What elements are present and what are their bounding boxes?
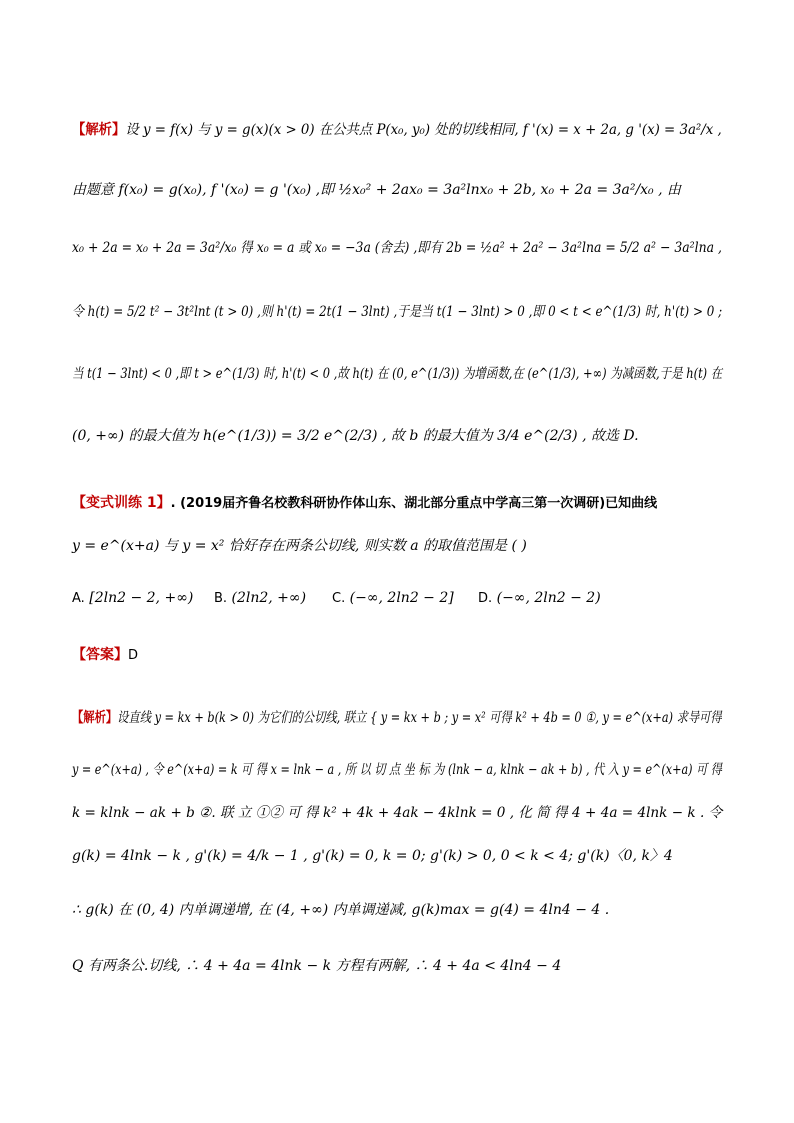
exercise-source: . (2019届齐鲁名校教科研协作体山东、湖北部分重点中学高三第一次调研)已知曲线: [170, 496, 658, 511]
option-c-key: C.: [332, 591, 346, 606]
analysis2-text-2: y = e^(x+a) , 令 e^(x+a) = k 可 得 x = lnk − a , 所 以 切 点 坐 标 为 (lnk − a, klnk − ak + b) , 代 入 y = e^(x+a) 可 得: [72, 762, 722, 778]
analysis2-text-4: g(k) = 4lnk − k , g'(k) = 4/k − 1 , g'(k) = 0, k = 0; g'(k) > 0, 0 < k < 4; g'(k)〈0, k〉4: [72, 848, 673, 864]
exercise-line-1: [72, 493, 722, 514]
option-b-text: (2ln2, +∞): [231, 590, 307, 606]
answer-label: 【答案】: [72, 647, 128, 663]
analysis1-text-1: 设 y = f(x) 与 y = g(x)(x > 0) 在公共点 P(x₀, y₀) 处的切线相同, f '(x) = x + 2a, g '(x) = 3a²/x ,: [125, 122, 722, 138]
answer-value: D: [128, 648, 139, 663]
option-b-key: B.: [214, 591, 228, 606]
analysis2-text-1: 设直线 y = kx + b(k > 0) 为它们的公切线, 联立 { y = kx + b ; y = x² 可得 k² + 4b = 0 ①, y = e^(x+a) 求导可得: [117, 710, 722, 726]
analysis2-line-2: [72, 760, 722, 780]
analysis1-text-5: 当 t(1 − 3lnt) < 0 ,即 t > e^(1/3) 时, h'(t) < 0 ,故 h(t) 在 (0, e^(1/3)) 为增函数,在 (e^(1/3), +∞) 为减函数,于是 h(t) 在: [72, 366, 723, 382]
analysis2-text-3: k = klnk − ak + b ②. 联 立 ①② 可 得 k² + 4k + 4ak − 4klnk = 0 , 化 简 得 4 + 4a = 4lnk − k . 令: [72, 805, 723, 821]
option-a-text: [2ln2 − 2, +∞): [89, 590, 194, 606]
analysis1-text-6: (0, +∞) 的最大值为 h(e^(1/3)) = 3/2 e^(2/3) , 故 b 的最大值为 3/4 e^(2/3) , 故选 D.: [72, 428, 639, 444]
exercise-line-2: [72, 536, 722, 556]
analysis2-label: 【解析】: [72, 710, 118, 726]
analysis2-line-4: [72, 846, 722, 866]
analysis2-text-6: Q 有两条公.切线, ∴ 4 + 4a = 4lnk − k 方程有两解, ∴ 4 + 4a < 4ln4 − 4: [72, 958, 562, 974]
answer-line: [72, 645, 722, 666]
analysis2-line-6: [72, 956, 722, 976]
exercise-question: y = e^(x+a) 与 y = x² 恰好存在两条公切线, 则实数 a 的取值范围是 ( ): [72, 538, 527, 554]
option-d: [478, 590, 601, 606]
option-d-text: (−∞, 2ln2 − 2): [496, 590, 601, 606]
option-a: [72, 590, 193, 606]
analysis1-line-5: [72, 364, 723, 384]
analysis1-line-1: [72, 120, 722, 140]
analysis1-line-2: [72, 180, 722, 200]
analysis2-line-5: [72, 900, 722, 920]
analysis1-line-4: [72, 302, 723, 322]
option-c-text: (−∞, 2ln2 − 2]: [349, 590, 454, 606]
analysis2-line-1: [72, 708, 722, 728]
option-d-key: D.: [478, 591, 493, 606]
option-a-key: A.: [72, 591, 85, 606]
analysis1-text-3: x₀ + 2a = x₀ + 2a = 3a²/x₀ 得 x₀ = a 或 x₀ = −3a (舍去) ,即有 2b = ½a² + 2a² − 3a²lna = 5/2 a² − 3a²lna ,: [72, 240, 722, 256]
option-c: [332, 590, 454, 606]
option-b: [214, 590, 306, 606]
analysis1-text-4: 令 h(t) = 5/2 t² − 3t²lnt (t > 0) ,则 h'(t) = 2t(1 − 3lnt) ,于是当 t(1 − 3lnt) > 0 ,即 0 < t < e^(1/3) 时, h'(t) > 0 ;: [72, 304, 723, 320]
analysis2-line-3: [72, 803, 723, 823]
analysis1-line-3: [72, 238, 722, 258]
analysis1-line-6: [72, 426, 722, 446]
analysis2-text-5: ∴ g(k) 在 (0, 4) 内单调递增, 在 (4, +∞) 内单调递减, g(k)max = g(4) = 4ln4 − 4 .: [72, 902, 610, 918]
analysis1-text-2: 由题意 f(x₀) = g(x₀), f '(x₀) = g '(x₀) ,即 ½x₀² + 2ax₀ = 3a²lnx₀ + 2b, x₀ + 2a = 3a²/x₀ , 由: [72, 182, 682, 198]
analysis1-label: 【解析】: [72, 122, 126, 138]
exercise-label: 【变式训练 1】: [72, 495, 171, 511]
